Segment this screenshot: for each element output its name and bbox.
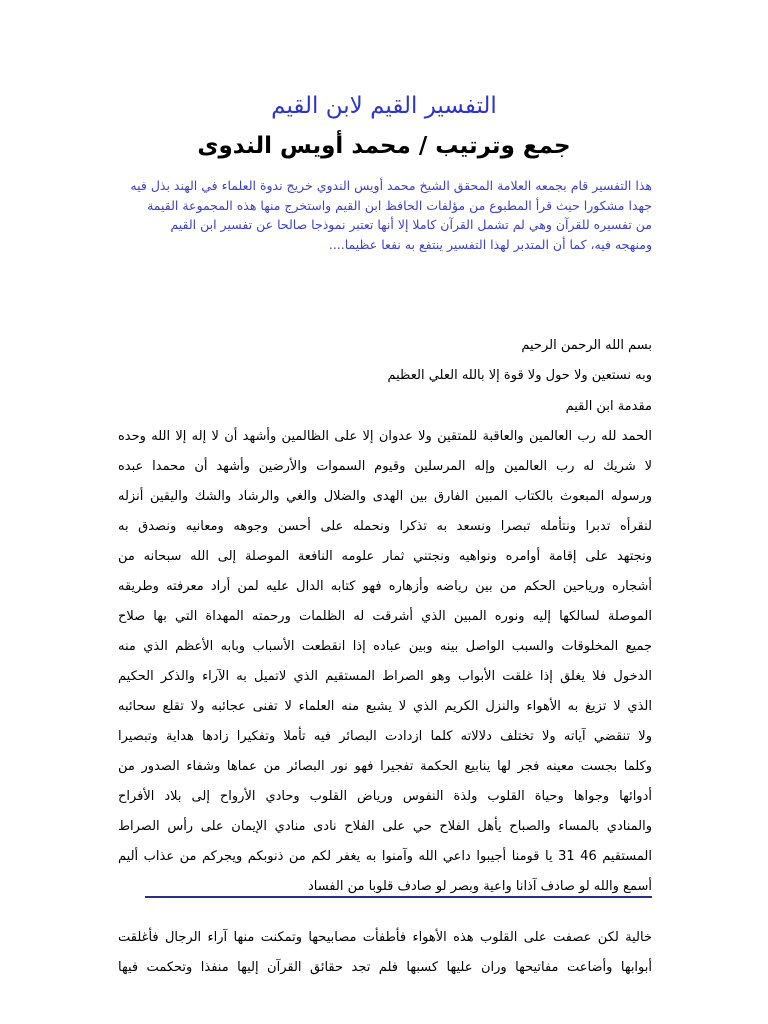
intro-line: ومنهجه فيه، كما أن المتدبر لهذا التفسير ينتفع به نفعا عظيما.... — [328, 236, 652, 252]
body-line: أسمع والله لو صادف آذانا واعية وبصر لو صادف قلوبا من الفساد — [307, 879, 652, 894]
intro-paragraph — [114, 176, 652, 254]
body-line: لنقرأه تدبرا ونتأمله تبصرا ونسعد به تذكرا ونحمله على أحسن وجوهه ومعانيه ونصدق به — [118, 519, 652, 534]
body-line: أدوائها وجواها وحياة القلوب ولذة النفوس ورياض القلوب وحادي الأرواح إلى بلاد الأفراح — [118, 789, 652, 804]
compiler-credit: جمع وترتيب / محمد أويس الندوى — [197, 133, 571, 159]
body-line: الذي لا تزيغ به الأهواء والنزل الكريم الذي لا يشبع منه العلماء لا تفنى عجائبه ولا تقلع سحائبه — [118, 699, 652, 714]
body-line: أبوابها وأضاعت مفاتيحها وران عليها كسبها فلم تجد حقائق القرآن إليها منفذا وتحكمت فيها — [118, 960, 652, 975]
intro-line: من تفسيره للقرآن وهي لم تشمل القرآن كاملا إلا أنها تعتبر نموذجا صالحا عن تفسير ابن القيم — [170, 217, 652, 232]
intro-line: جهدا مشكورا حيث قرأ المطبوع من مؤلفات الحافظ ابن القيم واستخرج منها هذه المجموعة القيمة — [147, 197, 652, 213]
section-divider — [145, 896, 652, 898]
body-line: ونجتهد على إقامة أوامره ونواهيه ونجتني ثمار علومه النافعة الموصلة إلى الله سبحانه من — [118, 549, 652, 564]
body-line: وكلما بجست معينه فجر لها ينابيع الحكمة تفجيرا فهو نور البصائر من عماها وشفاء الصدور من — [118, 759, 652, 774]
body-line: المستقيم 46 31 يا قومنا أجيبوا داعي الله وآمنوا به يغفر لكم من ذنوبكم ويجركم من عذاب أليم — [118, 849, 652, 864]
body-line: والمنادي بالمساء والصباح يأهل الفلاح حي على الفلاح نادى منادي الإيمان على رأس الصراط — [118, 819, 652, 834]
body-line: ولا تنقضي آياته ولا تختلف دلالاته كلما ازدادت البصائر فيه تأملا وتفكيرا زادها هداية وتبصيرا — [118, 729, 652, 744]
body-line: ورسوله المبعوث بالكتاب المبين الفارق بين الهدى والضلال والغي والرشاد والشك واليقين أنزله — [118, 489, 652, 504]
body-line: الدخول فلا يغلق إذا غلقت الأبواب وهو الصراط المستقيم الذي لاتميل به الآراء والذكر الحكيم — [118, 669, 652, 684]
basmala-line: بسم الله الرحمن الرحيم — [521, 338, 652, 353]
intro-line: هذا التفسير قام بجمعه العلامة المحقق الشيخ محمد أويس الندوي خريج ندوة العلماء في الهند بذل فيه — [130, 178, 652, 193]
body-line: الحمد لله رب العالمين والعاقبة للمتقين ولا عدوان إلا على الظالمين وأشهد أن لا إله إلا الله وحده — [118, 429, 652, 444]
body-line: لا شريك له رب العالمين وإله المرسلين وقيوم السموات والأرضين وأشهد أن محمدا عبده — [118, 459, 652, 474]
body-line: الموصلة لسالكها إليه ونوره المبين الذي أشرقت له الظلمات ورحمته المهداة التي بها صلاح — [118, 609, 652, 624]
body-line: وبه نستعين ولا حول ولا قوة إلا بالله العلي العظيم — [387, 368, 652, 383]
body-line: خالية لكن عصفت على القلوب هذه الأهواء فأطفأت مصابيحها وتمكنت منها آراء الرجال فأغلقت — [118, 930, 652, 945]
body-line: أشجاره ورياحين الحكم من بين رياضه وأزهاره فهو كتابه الدال عليه لمن أراد معرفته وطريقه — [118, 579, 652, 594]
section-heading: مقدمة ابن القيم — [565, 399, 652, 414]
body-line: جميع المخلوقات والسبب الواصل بينه وبين عباده إذا انقطعت الأسباب وبابه الأعظم الذي منه — [118, 639, 652, 654]
document-title: التفسير القيم لابن القيم — [271, 93, 497, 119]
